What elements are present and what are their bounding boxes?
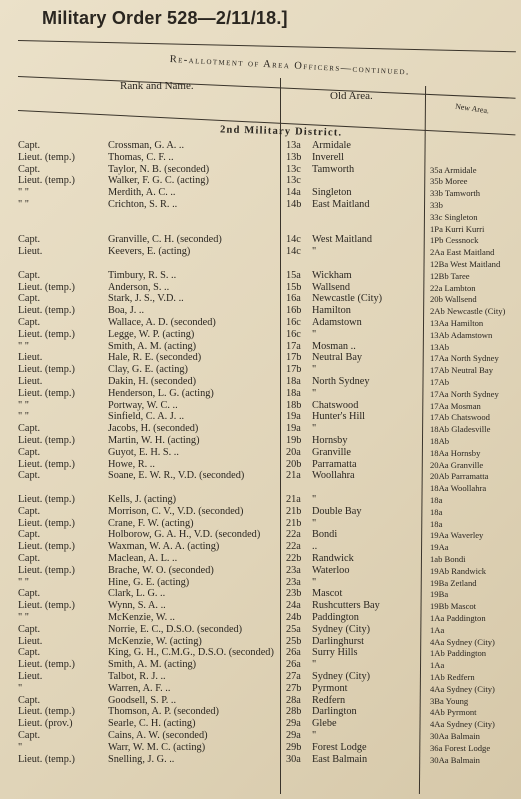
old-area-code-cell: 16c (286, 317, 301, 328)
old-area-name-cell: Mosman .. (312, 340, 356, 352)
old-area-code-cell: 25b (286, 635, 302, 647)
name-cell: Anderson, S. .. (108, 281, 170, 293)
rank-cell: Lieut. (18, 352, 43, 364)
new-area-cell: 17Aa Mosman (430, 400, 481, 411)
new-area-cell: 20Aa Granville (430, 459, 484, 470)
name-cell: Martin, W. H. (acting) (108, 435, 200, 446)
old-area-name-cell: Redfern (312, 694, 346, 706)
new-area-cell: 4Ab Pyrmont (430, 707, 477, 718)
rank-cell: Lieut. (prov.) (18, 718, 73, 730)
new-area-cell: 1Aa Paddington (430, 613, 486, 623)
rank-cell: Lieut. (temp.) (18, 151, 75, 163)
name-cell: Wallace, A. D. (seconded) (108, 317, 216, 328)
old-area-name-cell: Inverell (312, 151, 345, 163)
column-divider-old (280, 78, 281, 794)
rank-cell: Lieut. (temp.) (18, 494, 75, 505)
old-area-code-cell: 23b (286, 588, 302, 600)
new-area-cell: 18Ab Gladesville (430, 424, 491, 435)
old-area-code-cell: 26a (286, 659, 301, 671)
new-area-cell: 1ab Bondi (430, 554, 466, 564)
new-area-cell: 20Ab Parramatta (430, 471, 489, 482)
new-area-cell: 4Aa Sydney (City) (430, 636, 495, 647)
old-area-code-cell: 29a (286, 718, 301, 730)
old-area-code-cell: 18b (286, 399, 302, 411)
old-area-code-cell: 24a (286, 600, 301, 612)
rank-cell: " " (18, 576, 29, 588)
old-area-name-cell: Waterloo (312, 564, 350, 576)
rank-cell: Lieut. (temp.) (18, 706, 75, 718)
new-area-cell: 35a Armidale (430, 164, 477, 175)
old-area-code-cell: 19b (286, 435, 302, 446)
old-area-name-cell: Sydney (City) (312, 671, 371, 682)
old-area-name-cell: Wickham (312, 269, 352, 281)
rank-cell: " " (18, 399, 29, 411)
new-area-cell: 30Aa Balmain (430, 754, 480, 765)
rank-cell: Capt. (18, 623, 41, 635)
old-area-name-cell: " (312, 387, 317, 399)
new-area-cell: 36a Forest Lodge (430, 742, 491, 753)
new-area-cell: 18a (430, 506, 443, 517)
name-cell: Soane, E. W. R., V.D. (seconded) (108, 470, 245, 482)
rank-cell: Capt. (18, 647, 41, 659)
old-area-name-cell: Darlington (312, 706, 357, 718)
old-area-code-cell: 29b (286, 741, 302, 753)
new-area-cell: 33b Tamworth (430, 188, 481, 199)
old-area-name-cell: North Sydney (312, 376, 370, 387)
old-area-code-cell: 21a (286, 494, 301, 505)
old-area-name-cell: Parramatta (312, 458, 357, 470)
column-header-old-area: Old Area. (330, 90, 373, 102)
old-area-name-cell: Darlinghurst (312, 635, 365, 647)
name-cell: Henderson, L. G. (acting) (108, 387, 214, 399)
old-area-name-cell: Double Bay (312, 505, 362, 517)
rank-cell: Capt. (18, 553, 41, 564)
new-area-cell: 20b Wallsend (430, 294, 477, 305)
rank-cell: Capt. (18, 269, 41, 281)
old-area-code-cell: 28b (286, 706, 302, 718)
name-cell: Smith, A. M. (acting) (108, 659, 197, 671)
new-area-cell: 13Ab (430, 341, 450, 352)
rank-cell: Capt. (18, 234, 41, 246)
name-cell: Snelling, J. G. .. (108, 753, 175, 765)
name-cell: Cains, A. W. (seconded) (108, 730, 208, 741)
name-cell: Crichton, S. R. .. (108, 199, 178, 210)
rank-cell: Lieut. (18, 671, 43, 682)
rank-cell: " " (18, 411, 29, 423)
new-area-cell: 33c Singleton (430, 211, 478, 222)
rank-cell: Lieut. (temp.) (18, 305, 75, 317)
name-cell: Timbury, R. S. .. (108, 269, 177, 281)
new-area-cell: 1Aa (430, 624, 445, 635)
old-area-name-cell: " (312, 576, 317, 588)
old-area-name-cell: Woollahra (312, 470, 355, 482)
old-area-code-cell: 16b (286, 305, 302, 317)
new-area-cell: 12Bb Taree (430, 270, 470, 281)
new-area-cell: 1Ab Paddington (430, 648, 487, 659)
old-area-name-cell: " (312, 517, 317, 529)
rank-cell: Capt. (18, 505, 41, 517)
name-cell: McKenzie, W. .. (108, 612, 175, 623)
rank-cell: Lieut. (18, 246, 43, 258)
name-cell: Hale, R. E. (seconded) (108, 352, 202, 364)
rank-cell: Lieut. (temp.) (18, 659, 75, 671)
old-area-name-cell: Hunter's Hill (312, 411, 366, 423)
old-area-name-cell: West Maitland (312, 234, 373, 246)
name-cell: Merdith, A. C. .. (108, 187, 176, 199)
old-area-code-cell: 25a (286, 623, 301, 635)
name-cell: Dakin, H. (seconded) (108, 376, 197, 387)
new-area-cell: 18Aa Woollahra (430, 483, 487, 494)
name-cell: Thomas, C. F. .. (108, 151, 174, 163)
name-cell: Crane, F. W. (acting) (108, 517, 194, 529)
old-area-name-cell: Paddington (312, 612, 359, 623)
rank-cell: Lieut. (temp.) (18, 281, 75, 293)
page-header-title: Military Order 528—2/11/18.] (42, 8, 288, 28)
name-cell: Howe, R. .. (108, 458, 155, 470)
new-area-cell: 19Ab Randwick (430, 565, 487, 576)
rank-cell: Lieut. (18, 635, 43, 647)
rank-cell: Capt. (18, 140, 41, 151)
name-cell: Kells, J. (acting) (108, 494, 177, 505)
rank-cell: Lieut. (temp.) (18, 600, 75, 612)
new-area-cell: 33b (430, 200, 443, 210)
old-area-code-cell: 27a (286, 671, 301, 682)
name-cell: Norrie, E. C., D.S.O. (seconded) (108, 623, 243, 635)
name-cell: Legge, W. P. (acting) (108, 328, 195, 340)
old-area-code-cell: 15b (286, 281, 302, 293)
old-area-code-cell: 14c (286, 246, 301, 258)
old-area-code-cell: 16c (286, 328, 301, 340)
old-area-code-cell: 28a (286, 694, 301, 706)
new-area-cell: 4Aa Sydney (City) (430, 683, 495, 694)
new-area-cell: 2Aa East Maitland (430, 247, 495, 258)
rank-cell: " (18, 741, 23, 753)
rank-cell: " (18, 682, 23, 694)
new-area-cell: 13Aa Hamilton (430, 318, 484, 328)
new-area-cell: 19Ba (430, 589, 449, 600)
name-cell: Warr, W. M. C. (acting) (108, 741, 206, 753)
old-area-name-cell: " (312, 659, 317, 671)
rank-cell: Capt. (18, 163, 41, 175)
old-area-code-cell: 22a (286, 541, 301, 553)
name-cell: Wynn, S. A. .. (108, 600, 166, 612)
name-cell: Stark, J. S., V.D. .. (108, 293, 184, 305)
rank-cell: Lieut. (temp.) (18, 387, 75, 399)
old-area-name-cell: Granville (312, 446, 351, 458)
name-cell: Talbot, R. J. .. (108, 671, 166, 682)
name-cell: Smith, A. M. (acting) (108, 340, 197, 352)
old-area-code-cell: 21a (286, 470, 301, 482)
new-area-cell: 35b Moree (430, 176, 468, 187)
rank-cell: " " (18, 340, 29, 352)
new-area-cell: 19Aa Waverley (430, 530, 484, 541)
name-cell: Searle, C. H. (acting) (108, 718, 196, 730)
old-area-name-cell: Bondi (312, 529, 338, 541)
old-area-code-cell: 17b (286, 364, 302, 376)
name-cell: Walker, F. G. C. (acting) (108, 175, 209, 187)
rank-cell: Capt. (18, 588, 41, 600)
name-cell: Boa, J. .. (108, 305, 145, 317)
old-area-name-cell: .. (312, 541, 318, 553)
old-area-code-cell: 13c (286, 175, 301, 187)
old-area-code-cell: 20a (286, 446, 301, 458)
new-area-cell: 22a Lambton (430, 282, 476, 293)
column-header-rank-name: Rank and Name. (120, 80, 194, 92)
new-area-cell: 18Aa Hornsby (430, 447, 481, 458)
new-area-cell: 13Ab Adamstown (430, 329, 493, 340)
old-area-code-cell: 24b (286, 612, 302, 623)
old-area-code-cell: 17a (286, 340, 301, 352)
old-area-code-cell: 22a (286, 529, 301, 541)
old-area-code-cell: 13b (286, 151, 302, 163)
name-cell: Thomson, A. P. (seconded) (108, 706, 219, 718)
new-area-cell: 19Ba Zetland (430, 577, 477, 588)
rank-cell: Lieut. (temp.) (18, 753, 75, 765)
old-area-code-cell: 20b (286, 458, 302, 470)
old-area-code-cell: 14c (286, 234, 301, 246)
old-area-name-cell: Hamilton (312, 305, 351, 317)
name-cell: Crossman, G. A. .. (108, 140, 185, 151)
rank-cell: " " (18, 187, 29, 199)
name-cell: Guyot, E. H. S. .. (108, 446, 179, 458)
column-header-new-area: New Area. (454, 101, 490, 116)
old-area-code-cell: 17b (286, 352, 302, 364)
new-area-cell: 30Aa Balmain (430, 731, 480, 741)
old-area-name-cell: " (312, 423, 317, 435)
old-area-name-cell: East Balmain (312, 753, 368, 765)
name-cell: Sinfield, C. A. J. .. (108, 411, 185, 423)
new-area-cell: 1Ab Redfern (430, 672, 475, 682)
old-area-name-cell: Adamstown (312, 317, 362, 328)
old-area-code-cell: 30a (286, 753, 301, 765)
name-cell: Goodsell, S. P. .. (108, 694, 177, 706)
old-area-name-cell: Tamworth (312, 163, 355, 175)
old-area-name-cell: " (312, 730, 317, 741)
new-area-cell: 1Pb Cessnock (430, 235, 479, 246)
old-area-code-cell: 22b (286, 553, 302, 564)
old-area-name-cell: Newcastle (City) (312, 293, 383, 305)
name-cell: Granville, C. H. (seconded) (108, 234, 222, 246)
new-area-cell: 18a (430, 495, 443, 505)
old-area-code-cell: 19a (286, 411, 301, 423)
rank-cell: Lieut. (18, 376, 43, 387)
old-area-code-cell: 26a (286, 647, 301, 659)
old-area-code-cell: 27b (286, 682, 302, 694)
old-area-code-cell: 18a (286, 387, 301, 399)
new-area-cell: 12Ba West Maitland (430, 259, 501, 269)
old-area-name-cell: Glebe (312, 718, 337, 730)
old-area-code-cell: 15a (286, 269, 301, 281)
new-area-cell: 17Aa North Sydney (430, 353, 499, 364)
name-cell: Portway, W. C. .. (108, 399, 178, 411)
name-cell: McKenzie, W. (acting) (108, 635, 202, 647)
new-area-cell: 1Aa (430, 660, 445, 671)
old-area-code-cell: 14b (286, 199, 302, 210)
rank-cell: Lieut. (temp.) (18, 517, 75, 529)
new-area-cell: 2Ab Newcastle (City) (430, 306, 506, 317)
new-area-cell: 18Ab (430, 436, 450, 446)
old-area-name-cell: Chatswood (312, 399, 359, 411)
rank-cell: Lieut. (temp.) (18, 435, 75, 446)
section-title: Re-allotment of Area Officers—continued. (169, 54, 411, 78)
old-area-code-cell: 13a (286, 140, 301, 151)
new-area-cell: 3Ba Young (430, 695, 469, 706)
old-area-name-cell: Hornsby (312, 435, 348, 446)
new-area-cell: 17Ab Neutral Bay (430, 365, 494, 376)
old-area-name-cell: Rushcutters Bay (312, 600, 380, 612)
name-cell: Maclean, A. L. .. (108, 553, 178, 564)
name-cell: Brache, W. O. (seconded) (108, 564, 214, 576)
name-cell: Holborow, G. A. H., V.D. (seconded) (108, 529, 261, 541)
rank-cell: Lieut. (temp.) (18, 541, 75, 553)
new-area-cell: 1Pa Kurri Kurri (430, 223, 485, 234)
new-area-cell: 17Aa North Sydney (430, 388, 499, 399)
old-area-code-cell: 18a (286, 376, 301, 387)
new-area-cell: 17Ab (430, 377, 450, 387)
name-cell: Clark, L. G. .. (108, 588, 166, 600)
rank-cell: Capt. (18, 529, 41, 541)
old-area-name-cell: Singleton (312, 187, 352, 199)
new-area-cell: 18a (430, 518, 443, 529)
rank-cell: Lieut. (temp.) (18, 458, 75, 470)
new-area-cell: 17Ab Chatswood (430, 412, 490, 423)
new-area-cell: 4Aa Sydney (City) (430, 719, 495, 730)
old-area-name-cell: " (312, 364, 317, 376)
old-area-code-cell: 14a (286, 187, 301, 199)
old-area-code-cell: 21b (286, 505, 302, 517)
rank-cell: " " (18, 612, 29, 623)
old-area-code-cell: 21b (286, 517, 302, 529)
old-area-code-cell: 29a (286, 730, 301, 741)
rank-cell: Capt. (18, 423, 41, 435)
rank-cell: Capt. (18, 470, 41, 482)
old-area-name-cell: Mascot (312, 588, 343, 600)
old-area-name-cell: " (312, 328, 317, 340)
old-area-name-cell: Pyrmont (312, 682, 348, 694)
name-cell: King, G. H., C.M.G., D.S.O. (seconded) (108, 647, 274, 659)
old-area-code-cell: 16a (286, 293, 301, 305)
old-area-code-cell: 23a (286, 564, 301, 576)
old-area-name-cell: Armidale (312, 140, 351, 151)
name-cell: Jacobs, H. (seconded) (108, 423, 199, 435)
old-area-name-cell: Forest Lodge (312, 741, 367, 753)
new-area-cell: 19Bb Mascot (430, 601, 477, 612)
rank-cell: Lieut. (temp.) (18, 328, 75, 340)
name-cell: Hine, G. E. (acting) (108, 576, 190, 588)
old-area-name-cell: " (312, 494, 317, 505)
old-area-name-cell: Surry Hills (312, 647, 358, 659)
rank-cell: Lieut. (temp.) (18, 175, 75, 187)
old-area-name-cell: Randwick (312, 553, 354, 564)
header-rule (18, 40, 516, 52)
rank-cell: Lieut. (temp.) (18, 364, 75, 376)
rank-cell: Capt. (18, 293, 41, 305)
name-cell: Warren, A. F. .. (108, 682, 171, 694)
old-area-name-cell: " (312, 246, 317, 258)
name-cell: Clay, G. E. (acting) (108, 364, 188, 376)
name-cell: Waxman, W. A. A. (acting) (108, 541, 220, 553)
old-area-name-cell: Sydney (City) (312, 623, 371, 635)
name-cell: Morrison, C. V., V.D. (seconded) (108, 505, 244, 517)
new-area-cell: 19Aa (430, 542, 449, 553)
column-divider-new (419, 86, 426, 794)
old-area-name-cell: Wallsend (312, 281, 351, 293)
rank-cell: Capt. (18, 694, 41, 706)
old-area-name-cell: East Maitland (312, 199, 370, 210)
rank-cell: " " (18, 199, 29, 210)
rank-cell: Capt. (18, 730, 41, 741)
rank-cell: Capt. (18, 317, 41, 328)
district-heading: 2nd Military District. (219, 124, 343, 139)
old-area-code-cell: 23a (286, 576, 301, 588)
rank-cell: Capt. (18, 446, 41, 458)
rank-cell: Lieut. (temp.) (18, 564, 75, 576)
name-cell: Keevers, E. (acting) (108, 246, 191, 258)
old-area-name-cell: Neutral Bay (312, 352, 363, 364)
old-area-code-cell: 19a (286, 423, 301, 435)
old-area-code-cell: 13c (286, 163, 301, 175)
name-cell: Taylor, N. B. (seconded) (108, 163, 210, 175)
table-top-rule (18, 76, 516, 99)
